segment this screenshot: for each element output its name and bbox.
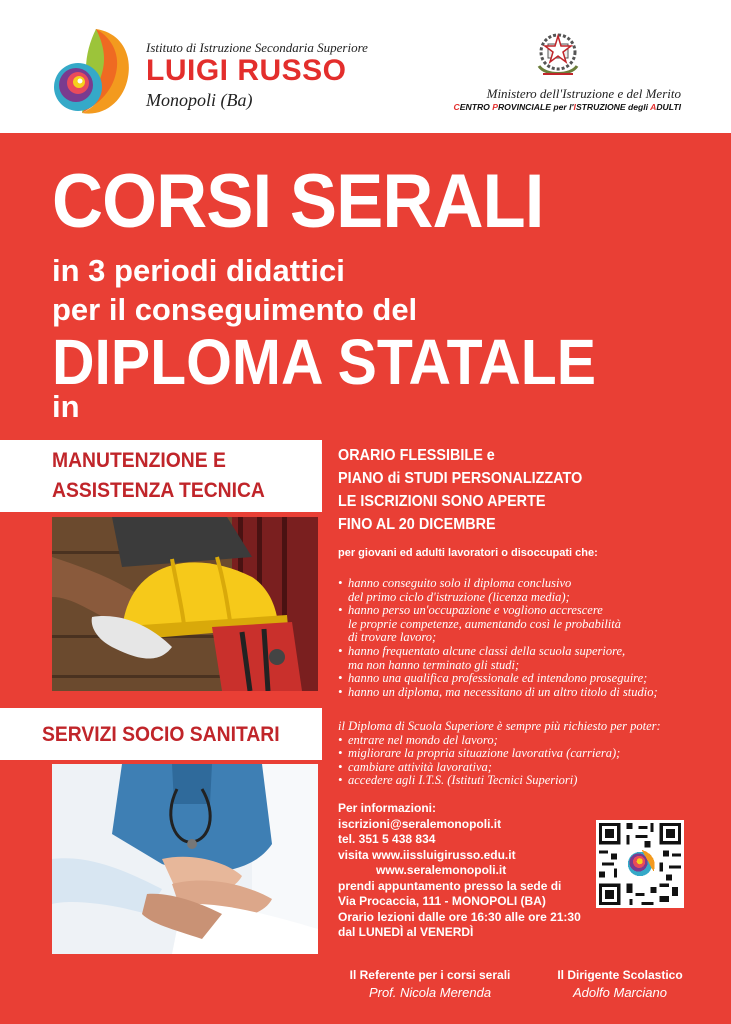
signature-role: Il Dirigente Scolastico — [557, 968, 683, 982]
audience-text: per giovani ed adulti lavoratori o disoccupati che: — [338, 547, 598, 559]
signature-role: Il Referente per i corsi serali — [349, 968, 511, 982]
header — [0, 0, 731, 133]
contact-appointment: prendi appuntamento presso la sede di — [338, 878, 562, 893]
ministry-name: Ministero dell'Istruzione e del Merito — [486, 86, 681, 101]
list-item: • hanno perso un'occupazione e vogliono accrescere le proprie competenze, aumentando così le probabilità di trovare lavoro; — [338, 604, 658, 645]
highlight-4: FINO AL 20 DICEMBRE — [338, 516, 496, 533]
course-2-title-panel — [0, 708, 322, 760]
hard-hat-tools-image — [52, 517, 318, 691]
list-item: • migliorare la propria situazione lavorativa (carriera); — [338, 747, 661, 761]
list-item: • accedere agli I.T.S. (Istituti Tecnici Superiori) — [338, 774, 661, 788]
school-name: LUIGI RUSSO — [146, 54, 347, 87]
list-item: • hanno un diploma, ma necessitano di un altro titolo di studio; — [338, 686, 658, 700]
main-title: CORSI SERALI — [52, 159, 544, 244]
list-item: • hanno una qualifica professionale ed intendono proseguire; — [338, 672, 658, 686]
healthcare-hands-image — [52, 764, 318, 954]
signature-referente — [333, 968, 527, 1000]
signature-dirigente — [540, 968, 700, 1000]
highlight-2: PIANO di STUDI PERSONALIZZATO — [338, 470, 583, 487]
course-1-title-panel — [0, 440, 322, 512]
lesson-hours: Orario lezioni dalle ore 16:30 alle ore 21:30 — [338, 909, 581, 924]
subtitle-in: in — [52, 389, 80, 424]
contact-phone[interactable]: tel. 351 5 438 834 — [338, 832, 436, 846]
qr-code-icon[interactable] — [596, 820, 684, 908]
subtitle-line-1: in 3 periodi didattici — [52, 253, 345, 288]
contact-email[interactable]: iscrizioni@seralemonopoli.it — [338, 816, 502, 831]
contact-website-2[interactable]: www.seralemonopoli.it — [376, 863, 507, 877]
benefits-block — [338, 720, 661, 788]
cpia-name: CENTRO PROVINCIALE per l'ISTRUZIONE degli ADULTI — [453, 102, 681, 112]
signature-name: Prof. Nicola Merenda — [368, 985, 492, 1000]
course-2-photo — [52, 764, 318, 954]
contact-address: Via Procaccia, 111 - MONOPOLI (BA) — [338, 894, 546, 908]
list-item: • hanno conseguito solo il diploma conclusivo del primo ciclo d'istruzione (licenza media); — [338, 577, 658, 604]
school-subtitle: Istituto di Istruzione Secondaria Superiore — [146, 40, 368, 55]
benefits-intro: il Diploma di Scuola Superiore è sempre più richiesto per poter: — [338, 719, 661, 733]
list-item: • cambiare attività lavorativa; — [338, 761, 661, 775]
course-2-title: SERVIZI SOCIO SANITARI — [42, 723, 280, 746]
course-1-title-line-2: ASSISTENZA TECNICA — [52, 479, 265, 502]
contacts-block — [338, 801, 581, 941]
list-item: • hanno frequentato alcune classi della scuola superiore, ma non hanno terminato gli studi; — [338, 645, 658, 672]
list-item: • entrare nel mondo del lavoro; — [338, 734, 661, 748]
contacts-title: Per informazioni: — [338, 801, 437, 815]
course-1-title-line-1: MANUTENZIONE E — [52, 449, 226, 472]
highlight-3: LE ISCRIZIONI SONO APERTE — [338, 493, 546, 510]
contact-website-1[interactable]: visita www.iissluigirusso.edu.it — [338, 847, 516, 862]
diploma-title: DIPLOMA STATALE — [52, 326, 597, 398]
course-1-photo — [52, 517, 318, 691]
signature-name: Adolfo Marciano — [573, 985, 667, 1000]
lesson-days: dal LUNEDÌ al VENERDÌ — [338, 925, 474, 939]
highlight-1: ORARIO FLESSIBILE e — [338, 447, 495, 464]
republic-emblem-icon — [533, 28, 583, 82]
subtitle-line-2: per il conseguimento del — [52, 292, 418, 327]
highlights — [338, 444, 609, 536]
requirements-list — [338, 577, 658, 699]
school-city: Monopoli (Ba) — [146, 90, 253, 110]
